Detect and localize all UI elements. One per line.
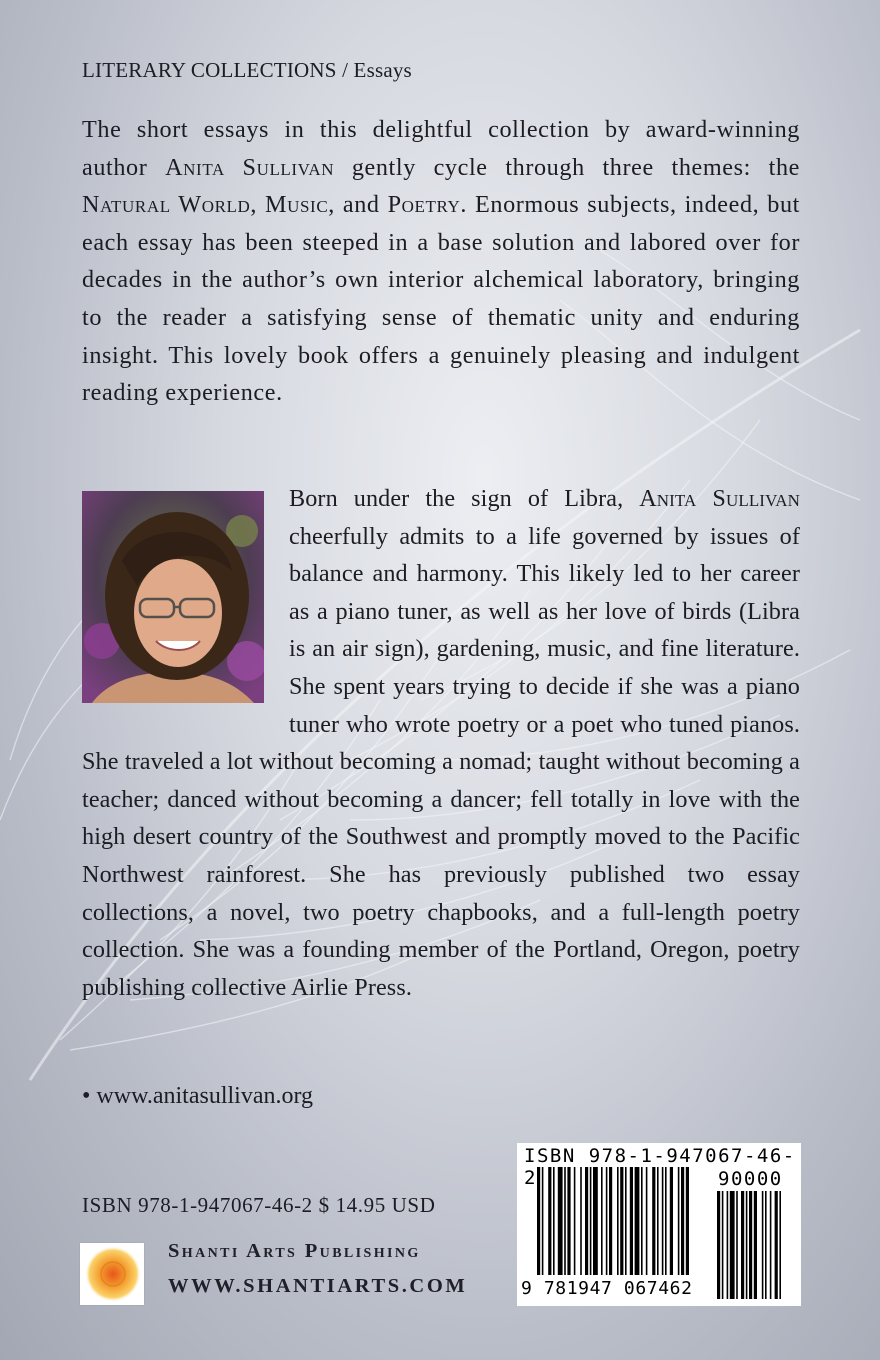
barcode-addon-bar xyxy=(762,1191,764,1299)
barcode-addon: 90000 xyxy=(718,1168,783,1190)
blurb-author-name: Anita Sullivan xyxy=(165,153,335,181)
book-description xyxy=(82,111,800,412)
bio-text-2: cheerfully admits to a life governed by issues of balance and harmony. This likely led to her career as a piano tuner, as well as her love of birds (Libra is an air sign), gardening, music, and fine literature. She spent years trying to decide if she was a piano tuner who wrote poetry or a poet who tuned pianos. She traveled a lot without becoming a nomad; taught without becoming a teacher; danced without becoming a dancer; fell totally in love with the high desert country of the Southwest and promptly moved to the Pacific Northwest rainforest. She has previously published two essay collections, a novel, two poetry chapbooks, and a full-length poetry collection. She was a founding member of the Portland, Oregon, poetry publishing collective Airlie Press. xyxy=(82,522,800,1001)
author-website: • www.anitasullivan.org xyxy=(82,1083,314,1109)
publisher-logo xyxy=(80,1243,144,1305)
barcode-addon-bar xyxy=(770,1191,772,1299)
barcode-addon-bar xyxy=(722,1191,724,1299)
barcode-addon-bar xyxy=(746,1191,748,1299)
blurb-sep-1: , xyxy=(250,191,266,219)
theme-natural-world: Natural World xyxy=(82,191,251,219)
barcode-isbn-label: ISBN 978-1-947067-46-2 xyxy=(524,1145,796,1189)
blurb-sep-2: , and xyxy=(328,191,388,219)
barcode-addon-bar xyxy=(727,1191,729,1299)
barcode-addon-bar xyxy=(754,1191,757,1299)
barcode-addon-bar xyxy=(730,1191,735,1299)
book-category: LITERARY COLLECTIONS / Essays xyxy=(82,58,412,82)
author-photo xyxy=(82,491,264,703)
theme-music: Music xyxy=(265,191,329,219)
sun-icon xyxy=(80,1243,144,1305)
bio-text-1: Born under the sign of Libra, xyxy=(289,485,640,512)
blurb-text-1: The short essays in this delightful collection by award-winning author xyxy=(82,116,800,181)
isbn-price: ISBN 978-1-947067-46-2 $ 14.95 USD xyxy=(82,1193,436,1217)
barcode-addon-bar xyxy=(779,1191,781,1299)
barcode-addon-bar xyxy=(749,1191,752,1299)
barcode-addon-bar xyxy=(775,1191,778,1299)
publisher-name: Shanti Arts Publishing xyxy=(168,1240,421,1262)
theme-poetry: Poetry xyxy=(387,191,461,219)
isbn-barcode xyxy=(517,1143,801,1306)
barcode-addon-bar xyxy=(741,1191,744,1299)
blurb-text-3: . Enormous subjects, indeed, but each essay has been steeped in a base solution and labored over for decades in the author’s own interior alchemical laboratory, bringing to the reader a satisfying sense of thematic unity and enduring insight. This lovely book offers a genuinely pleasing and indulgent reading experience. xyxy=(82,191,800,407)
barcode-addon-bar xyxy=(736,1191,738,1299)
barcode-digits: 9 781947 067462 xyxy=(521,1278,693,1299)
publisher-website: WWW.SHANTIARTS.COM xyxy=(168,1275,468,1297)
barcode-addon-bar xyxy=(717,1191,720,1299)
barcode-addon-bar xyxy=(765,1191,767,1299)
bio-author-name: Anita Sullivan xyxy=(639,485,801,512)
blurb-text-2: gently cycle through three themes: the xyxy=(334,153,800,181)
